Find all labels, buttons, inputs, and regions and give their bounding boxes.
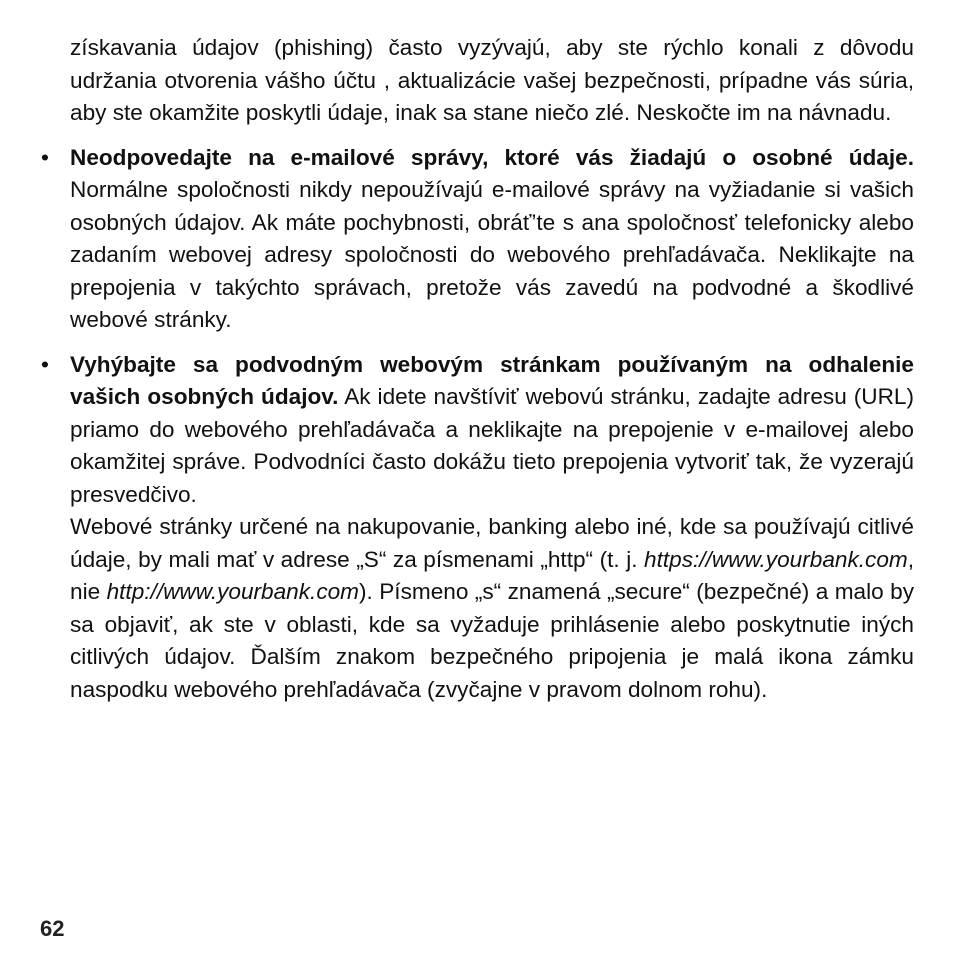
bullet-paragraph [70,349,914,512]
page-number: 62 [40,916,65,941]
secure-url-example: https://www.yourbank.com [644,546,908,572]
bullet-marker: • [41,144,49,170]
bullet-heading: Vyhýbajte sa podvodným webovým stránkam používaným na odhalenie vašich osobných údajov. [70,351,914,409]
bullet-item-avoid-fraud-sites [41,349,914,707]
bullet-continuation-paragraph [70,511,914,706]
bullet-item-dont-reply [41,142,914,337]
bullet-paragraph [70,142,914,337]
continuation-text: ). Písmeno „s“ znamená „secure“ (bezpečné) a malo by sa objaviť, ak ste v oblasti, kde sa vyžaduje prihlásenie alebo poskytnutie iných citlivých údajov. Ďalším znakom bezpečného pripojenia je malá ikona zámku naspodku webového prehľadávača (zvyčajne v pravom dolnom rohu). [70,579,914,702]
bullet-heading: Neodpovedajte na e-mailové správy, ktoré vás žiadajú o osobné údaje. [70,144,914,170]
bullet-body: Ak idete navštíviť webovú stránku, zadajte adresu (URL) priamo do webového prehľadávača a neklikajte na prepojenie v e-mailovej alebo okamžitej správe. Podvodníci často dokážu tieto prepojenia vytvoriť tak, že vyzerajú presvedčivo. [70,384,914,507]
bullet-body: Normálne spoločnosti nikdy nepoužívajú e-mailové správy na vyžiadanie si vašich osobných údajov. Ak máte pochybnosti, obráť’te s ana spoločnosť telefonicky alebo zadaním webovej adresy spoločnosti do webového prehľadávača. Neklikajte na prepojenia v takýchto správach, pretože vás zavedú na podvodné a škodlivé webové stránky. [70,177,914,332]
continuation-text: , nie [70,546,914,604]
intro-paragraph: získavania údajov (phishing) často vyzývajú, aby ste rýchlo konali z dôvodu udržania otvorenia vášho účtu , aktualizácie vašej bezpečnosti, prípadne vás súria, aby ste okamžite poskytli údaje, inak sa stane niečo zlé. Neskočte im na návnadu. [70,35,914,125]
continuation-text: Webové stránky určené na nakupovanie, banking alebo iné, kde sa používajú citlivé údaje, by mali mať v adrese „S“ za písmenami „http“ (t. j. [70,514,914,572]
page-body [41,32,914,706]
bullet-marker: • [41,351,49,377]
plain-url-example: http://www.yourbank.com [106,579,359,604]
